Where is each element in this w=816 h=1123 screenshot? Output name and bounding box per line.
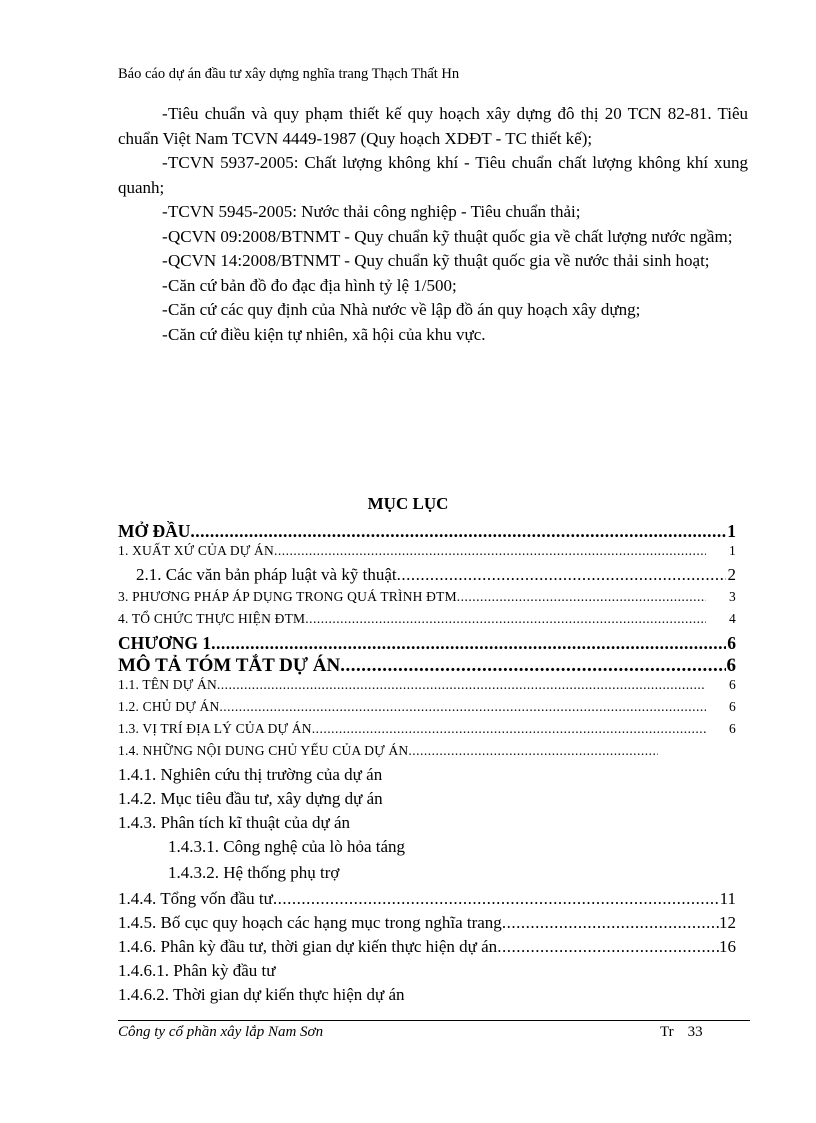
toc-entry[interactable]: 1.3. VỊ TRÍ ĐỊA LÝ CỦA DỰ ÁN ..... 6 (118, 721, 736, 743)
page-header: Báo cáo dự án đầu tư xây dựng nghĩa trang Thạch Thất Hn (118, 66, 460, 82)
toc-entry[interactable]: 1.4. NHỮNG NỘI DUNG CHỦ YẾU CỦA DỰ ÁN ..... (118, 743, 736, 765)
toc-title: MỤC LỤC (367, 494, 449, 513)
list-item: -TCVN 5945-2005: Nước thải công nghiệp - Tiêu chuẩn thải; (162, 202, 581, 221)
toc-entry[interactable]: 1.2. CHỦ DỰ ÁN ..... 6 (118, 699, 736, 721)
toc-entry[interactable]: 1.4.3.1. Công nghệ của lò hỏa táng (168, 837, 406, 856)
list-item: -Căn cứ các quy định của Nhà nước về lập đồ án quy hoạch xây dựng; (162, 300, 641, 319)
toc-entry[interactable]: 4. TỔ CHỨC THỰC HIỆN ĐTM ..... 4 (118, 611, 736, 633)
toc-entry[interactable]: 1.4.2. Mục tiêu đầu tư, xây dựng dự án (118, 789, 383, 808)
list-item: -TCVN 5937-2005: Chất lượng không khí - Tiêu chuẩn chất lượng không khí xung quanh; (118, 153, 748, 197)
toc-entry[interactable]: 1.4.6.2. Thời gian dự kiến thực hiện dự án (118, 985, 405, 1004)
list-item: -Căn cứ điều kiện tự nhiên, xã hội của khu vực. (162, 324, 486, 344)
toc-entry[interactable]: 3. PHƯƠNG PHÁP ÁP DỤNG TRONG QUÁ TRÌNH ĐTM ..... 3 (118, 589, 736, 611)
toc-entry[interactable]: 1.4.6.1. Phân kỳ đầu tư (118, 961, 276, 980)
toc-entry[interactable]: 1. XUẤT XỨ CỦA DỰ ÁN ..... 1 (118, 543, 736, 565)
toc-entry[interactable]: 1.4.3.2. Hệ thống phụ trợ (168, 863, 340, 882)
toc-entry[interactable]: 1.1. TÊN DỰ ÁN ..... 6 (118, 677, 736, 699)
toc-entry[interactable]: MÔ TẢ TÓM TẮT DỰ ÁN ..... 6 (118, 655, 736, 677)
footer-divider (118, 1020, 750, 1021)
toc-entry[interactable]: 2.1. Các văn bản pháp luật và kỹ thuật ..... 2 (118, 565, 736, 589)
list-item: -Căn cứ bản đồ đo đạc địa hình tỷ lệ 1/500; (162, 275, 457, 295)
table-of-contents (118, 521, 736, 1009)
toc-entry[interactable]: 1.4.1. Nghiên cứu thị trường của dự án (118, 765, 383, 784)
toc-entry[interactable]: 1.4.4. Tổng vốn đầu tư ..... 11 (118, 889, 736, 913)
list-item: -QCVN 14:2008/BTNMT - Quy chuẩn kỹ thuật quốc gia về nước thải sinh hoạt; (162, 251, 710, 270)
toc-entry[interactable]: 1.4.6. Phân kỳ đầu tư, thời gian dự kiến thực hiện dự án ..... 16 (118, 937, 736, 961)
toc-entry[interactable]: 1.4.3. Phân tích kĩ thuật của dự án (118, 813, 351, 832)
toc-entry[interactable]: CHƯƠNG 1 ..... 6 (118, 633, 736, 655)
list-item: -QCVN 09:2008/BTNMT - Quy chuẩn kỹ thuật quốc gia về chất lượng nước ngầm; (162, 226, 733, 246)
footer-page-number: Tr 33 (660, 1024, 703, 1040)
toc-entry[interactable]: 1.4.5. Bố cục quy hoạch các hạng mục trong nghĩa trang ..... 12 (118, 913, 736, 937)
list-item: -Tiêu chuẩn và quy phạm thiết kế quy hoạch xây dựng đô thị 20 TCN 82-81. Tiêu chuẩn Việt Nam TCVN 4449-1987 (Quy hoạch XDĐT - TC thiết kế); (118, 104, 748, 148)
footer-company: Công ty cổ phần xây lắp Nam Sơn (118, 1024, 324, 1040)
criteria-list (118, 102, 748, 347)
toc-entry[interactable]: MỞ ĐẦU ..... 1 (118, 521, 736, 543)
